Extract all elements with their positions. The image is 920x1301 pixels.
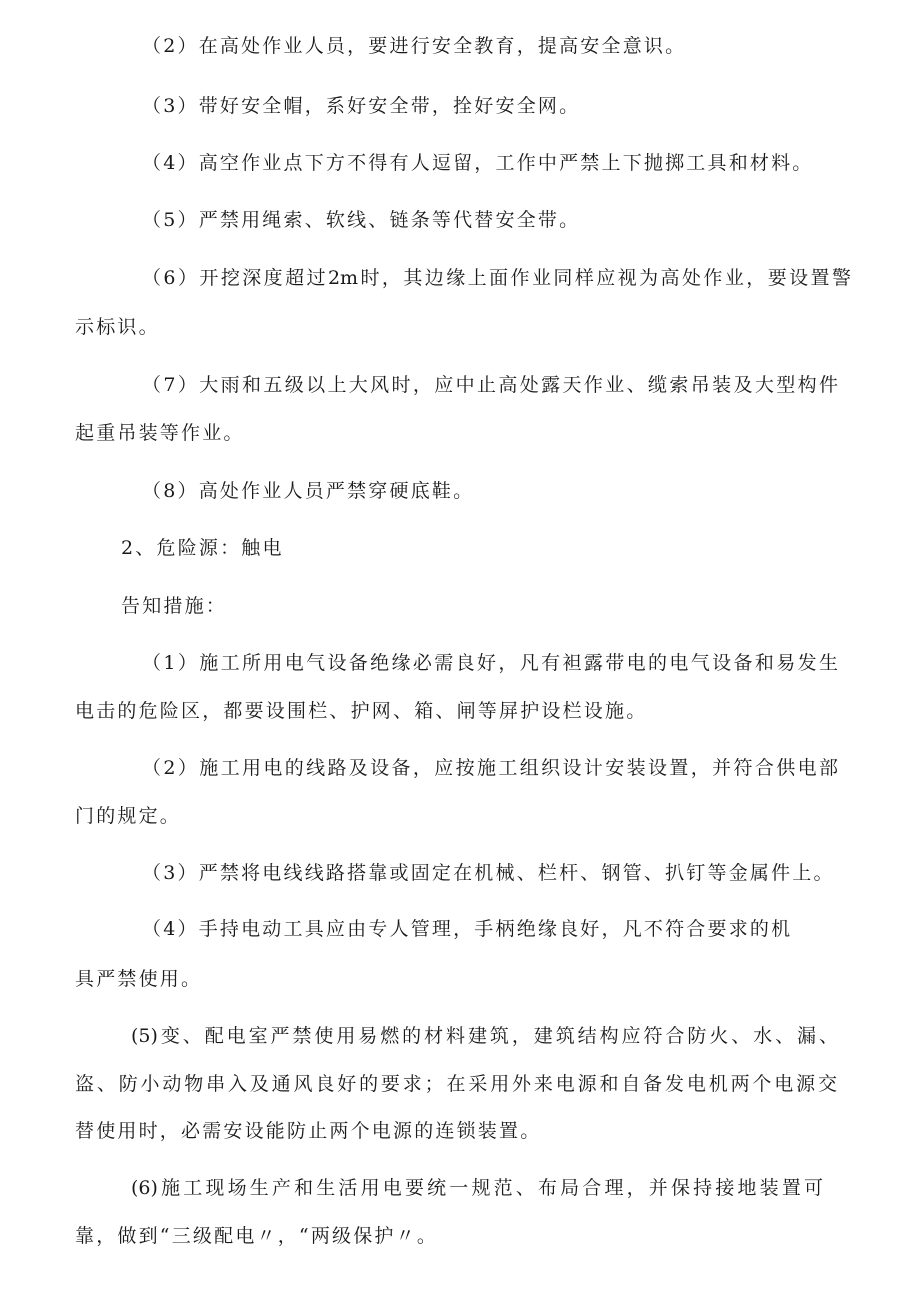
paragraph-line: 靠，做到“三级配电〃，“两级保护〃。 xyxy=(75,1225,439,1247)
paragraph-line: 电击的危险区，都要设围栏、护网、箱、闸等屏护设栏设施。 xyxy=(75,700,648,722)
section-subheading: 告知措施： xyxy=(121,595,228,617)
paragraph-line: 示标识。 xyxy=(75,316,160,338)
section-heading: 2、危险源：触电 xyxy=(121,537,284,559)
paragraph-line: 具严禁使用。 xyxy=(75,968,203,990)
paragraph-line: （7）大雨和五级以上大风时，应中止高处露天作业、缆索吊装及大型构件 xyxy=(142,374,838,396)
paragraph-line: （3）严禁将电线线路搭靠或固定在机械、栏杆、钢管、扒钉等金属件上。 xyxy=(142,862,835,884)
paragraph-line: 起重吊装等作业。 xyxy=(75,422,245,444)
paragraph-line: （8）高处作业人员严禁穿硬底鞋。 xyxy=(142,480,475,502)
paragraph-line: （4）高空作业点下方不得有人逗留，工作中严禁上下抛掷工具和材料。 xyxy=(142,152,814,174)
paragraph-line: 替使用时，必需安设能防止两个电源的连锁装置。 xyxy=(75,1120,542,1142)
paragraph-line: （2）在高处作业人员，要进行安全教育，提高安全意识。 xyxy=(142,35,687,57)
paragraph-line: (6)施工现场生产和生活用电要统一规范、布局合理，并保持接地装置可 xyxy=(131,1177,823,1199)
paragraph-line: （6）开挖深度超过2m时，其边缘上面作业同样应视为高处作业，要设置警 xyxy=(142,267,851,289)
paragraph-line: （2）施工用电的线路及设备，应按施工组织设计安装设置，并符合供电部 xyxy=(142,757,838,779)
paragraph-line: 盗、防小动物串入及通风良好的要求；在采用外来电源和自备发电机两个电源交 xyxy=(75,1073,837,1095)
paragraph-line: （5）严禁用绳索、软线、链条等代替安全带。 xyxy=(142,209,581,231)
paragraph-line: 门的规定。 xyxy=(75,805,182,827)
paragraph-line: （3）带好安全帽，系好安全带，拴好安全网。 xyxy=(142,95,581,117)
paragraph-line: (5)变、配电室严禁使用易燃的材料建筑，建筑结构应符合防火、水、漏、 xyxy=(131,1025,838,1047)
paragraph-line: （1）施工所用电气设备绝缘必需良好，凡有袒露带电的电气设备和易发生 xyxy=(142,652,838,674)
paragraph-line: （4）手持电动工具应由专人管理，手柄绝缘良好，凡不符合要求的机 xyxy=(142,918,793,940)
